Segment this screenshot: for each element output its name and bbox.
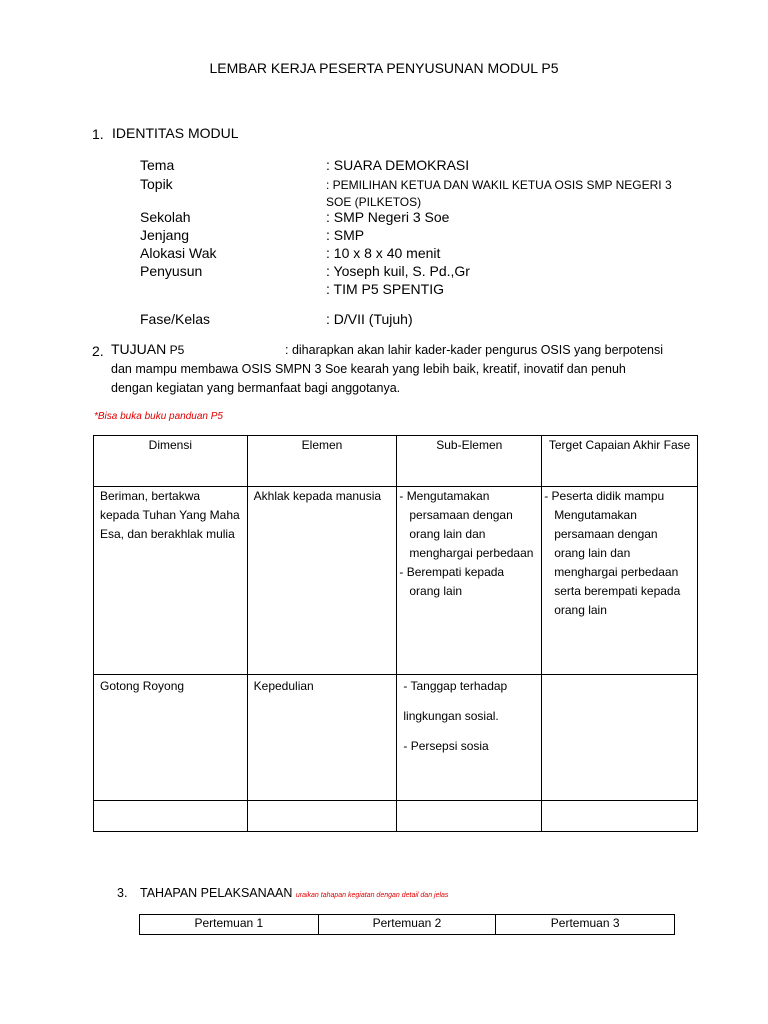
pertemuan-1-header: Pertemuan 1 <box>140 915 319 935</box>
meta-value: : 10 x 8 x 40 menit <box>326 245 441 261</box>
header-dimensi: Dimensi <box>94 436 248 487</box>
section-2-heading-text: TUJUAN <box>111 341 167 357</box>
cell-dimensi: Beriman, bertakwa kepada Tuhan Yang Maha Esa, dan berakhlak mulia <box>94 487 248 675</box>
meta-label: Alokasi Wak <box>140 245 217 261</box>
pertemuan-table <box>139 914 675 935</box>
section-3-note: uraikan tahapan kegiatan dengan detail dan jelas <box>295 892 449 899</box>
list-item: - Peserta didik mampu Mengutamakan persamaan dengan orang lain dan menghargai perbedaan serta berempati kepada orang lain <box>544 489 681 617</box>
table-row <box>94 487 698 675</box>
meta-label: Fase/Kelas <box>140 311 211 327</box>
section-3-number: 3. <box>117 886 128 900</box>
cell-sub-elemen <box>397 675 542 801</box>
pertemuan-header-row <box>140 915 675 935</box>
cell-elemen: Kepedulian <box>247 675 397 801</box>
note-panduan: *Bisa buka buku panduan P5 <box>94 411 223 422</box>
list-item: - Tanggap terhadap <box>403 679 508 693</box>
section-1-heading: IDENTITAS MODUL <box>112 125 239 141</box>
section-2-number: 2. <box>92 343 104 359</box>
cell-empty <box>397 801 542 832</box>
meta-label: Penyusun <box>140 263 203 279</box>
table-row <box>94 675 698 801</box>
cell-dimensi: Gotong Royong <box>94 675 248 801</box>
meta-label: Tema <box>140 157 175 173</box>
cell-sub-elemen <box>397 487 542 675</box>
dimensi-table <box>93 435 698 832</box>
meta-value: : SMP Negeri 3 Soe <box>326 209 450 225</box>
document-title: LEMBAR KERJA PESERTA PENYUSUNAN MODUL P5 <box>209 60 559 76</box>
meta-label: Jenjang <box>140 227 190 243</box>
cell-empty <box>94 801 248 832</box>
meta-value-cont: SOE (PILKETOS) <box>326 195 422 209</box>
tujuan-line-2: dan mampu membawa OSIS SMPN 3 Soe kearah yang lebih baik, kreatif, inovatif dan penuh <box>111 362 626 376</box>
pertemuan-2-header: Pertemuan 2 <box>318 915 496 935</box>
meta-value: : Yoseph kuil, S. Pd.,Gr <box>326 263 470 279</box>
header-target: Terget Capaian Akhir Fase <box>542 436 698 487</box>
cell-empty <box>247 801 397 832</box>
section-3-heading-text: TAHAPAN PELAKSANAAN <box>140 886 293 900</box>
cell-empty <box>542 801 698 832</box>
cell-target <box>542 675 698 801</box>
meta-value: : TIM P5 SPENTIG <box>326 281 444 297</box>
table-header-row <box>94 436 698 487</box>
header-sub-elemen: Sub-Elemen <box>397 436 542 487</box>
meta-value: : SUARA DEMOKRASI <box>326 157 470 173</box>
section-2-heading-suffix: P5 <box>166 343 185 357</box>
section-1-number: 1. <box>92 126 104 142</box>
pertemuan-3-header: Pertemuan 3 <box>496 915 675 935</box>
meta-value: : D/VII (Tujuh) <box>326 311 413 327</box>
tujuan-line-1: : diharapkan akan lahir kader-kader pengurus OSIS yang berpotensi <box>285 343 664 357</box>
list-item: - Berempati kepada orang lain <box>399 565 505 598</box>
list-item: lingkungan sosial. <box>403 709 499 723</box>
meta-value: : SMP <box>326 227 365 243</box>
section-3-heading <box>140 886 448 900</box>
list-item: - Mengutamakan persamaan dengan orang lain dan menghargai perbedaan <box>399 489 534 560</box>
cell-elemen: Akhlak kepada manusia <box>247 487 397 675</box>
cell-target <box>542 487 698 675</box>
table-row-empty <box>94 801 698 832</box>
meta-value: : PEMILIHAN KETUA DAN WAKIL KETUA OSIS SMP NEGERI 3 <box>326 178 672 192</box>
section-2-heading <box>111 341 184 357</box>
meta-label: Topik <box>140 176 173 192</box>
meta-label: Sekolah <box>140 209 191 225</box>
header-elemen: Elemen <box>247 436 397 487</box>
tujuan-line-3: dengan kegiatan yang bermanfaat bagi anggotanya. <box>111 381 401 395</box>
list-item: - Persepsi sosia <box>403 739 489 753</box>
